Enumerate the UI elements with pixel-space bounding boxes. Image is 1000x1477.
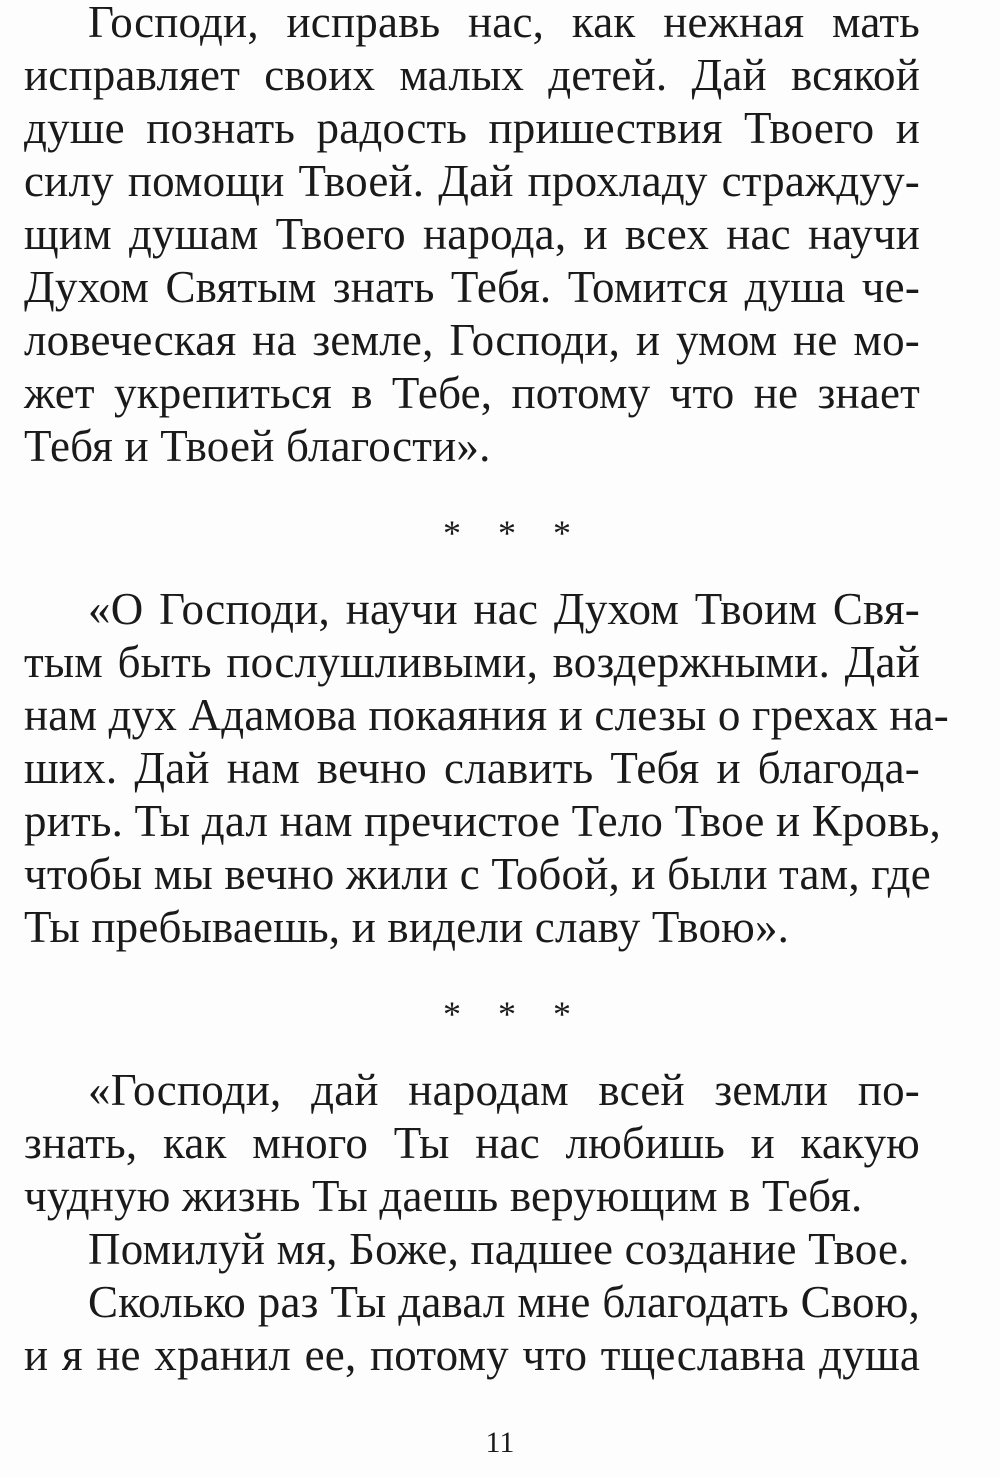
paragraph-4 xyxy=(24,1223,920,1276)
text-line: знать, как много Ты нас любишь и какую xyxy=(24,1118,920,1168)
text-line: Сколько раз Ты давал мне благодать Свою, xyxy=(88,1277,920,1327)
text-line: нам дух Адамова покаяния и слезы о грехах на- xyxy=(24,690,949,740)
text-line: «Господи, дай народам всей земли по- xyxy=(88,1065,920,1115)
paragraph-3 xyxy=(24,1064,920,1223)
paragraph-2 xyxy=(24,583,949,954)
section-divider: * * * xyxy=(443,994,585,1034)
paragraph-1 xyxy=(24,0,920,473)
text-line: Господи, исправь нас, как нежная мать xyxy=(88,0,920,47)
text-line: щим душам Твоего народа, и всех нас научи xyxy=(24,209,920,259)
paragraph-5 xyxy=(24,1276,920,1382)
text-line: исправляет своих малых детей. Дай всякой xyxy=(24,50,920,100)
text-line: Ты пребываешь, и видели славу Твою». xyxy=(24,902,790,952)
text-line: жет укрепиться в Тебе, потому что не знает xyxy=(24,368,920,418)
section-divider: * * * xyxy=(443,513,585,553)
text-line: душе познать радость пришествия Твоего и xyxy=(24,103,920,153)
text-line: Духом Святым знать Тебя. Томится душа че- xyxy=(24,262,920,312)
text-line: «О Господи, научи нас Духом Твоим Свя- xyxy=(88,584,920,634)
text-line: чудную жизнь Ты даешь верующим в Тебя. xyxy=(24,1171,863,1221)
text-line: тым быть послушливыми, воздержными. Дай xyxy=(24,637,920,687)
text-line: Помилуй мя, Боже, падшее создание Твое. xyxy=(88,1224,910,1274)
text-line: чтобы мы вечно жили с Тобой, и были там, где xyxy=(24,849,931,899)
text-line: ших. Дай нам вечно славить Тебя и благода- xyxy=(24,743,920,793)
text-line: и я не хранил ее, потому что тщеславна душа xyxy=(24,1330,920,1380)
page-number: 11 xyxy=(485,1426,515,1459)
text-line: Тебя и Твоей благости». xyxy=(24,421,491,471)
text-line: силу помощи Твоей. Дай прохладу страждуу- xyxy=(24,156,920,206)
text-line: рить. Ты дал нам пречистое Тело Твое и Кровь, xyxy=(24,796,941,846)
text-line: ловеческая на земле, Господи, и умом не мо- xyxy=(24,315,920,365)
